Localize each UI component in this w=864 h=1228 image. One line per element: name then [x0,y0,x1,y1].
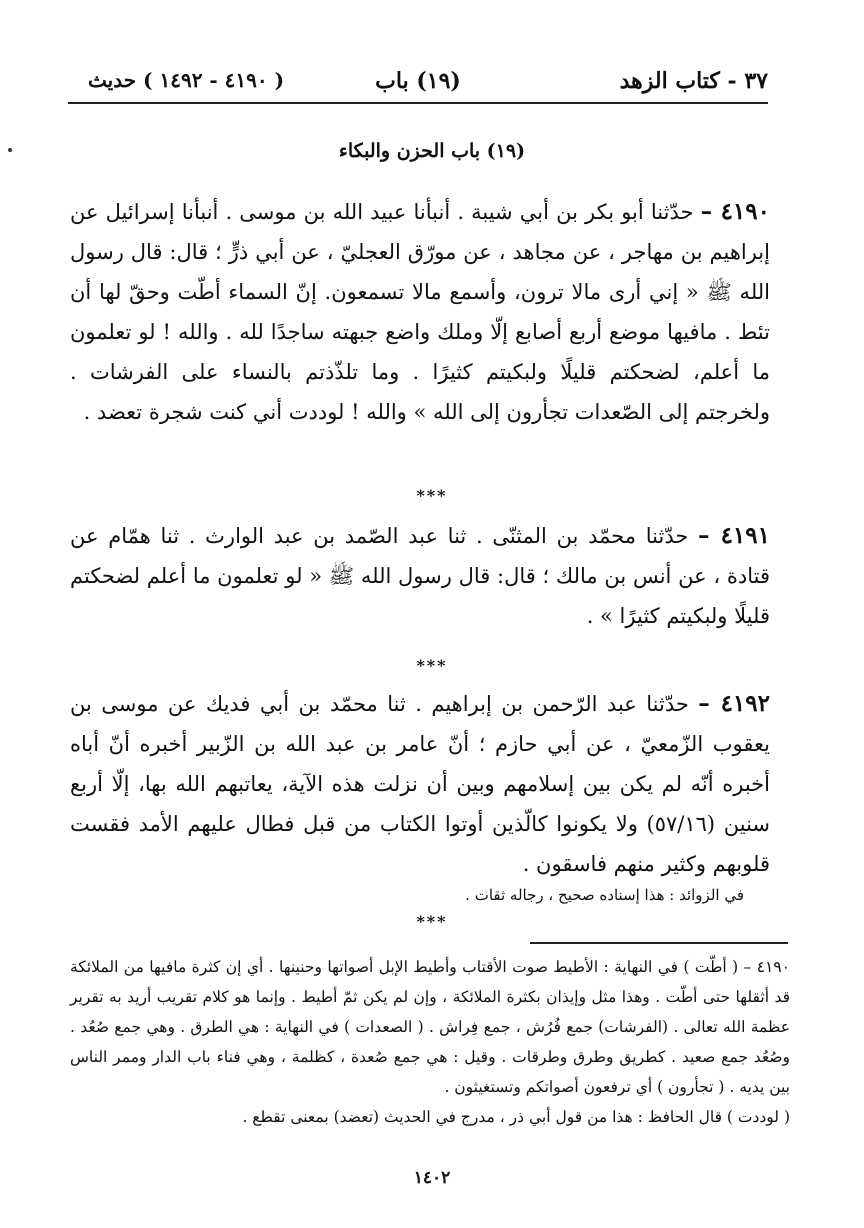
hadith-4192 [70,684,770,884]
footnotes [70,952,790,1132]
hadith-number: ٤١٩١ – [698,522,770,549]
separator: *** [416,486,448,505]
hadith-number: ٤١٩٢ – [698,690,770,717]
separator: *** [416,656,448,675]
separator: *** [416,912,448,931]
hadith-text: حدّثنا محمّد بن المثنّى . ثنا عبد الصّمد بن عبد الوارث . ثنا همّام عن قتادة ، عن أنس بن مالك ؛ قال: قال رسول الله ﷺ « لو تعلمون ما أعلم لضحكتم قليلًا ولبكيتم كثيرًا » . [70,524,770,628]
hadith-4190 [70,192,770,432]
chapter-number: (١٩) باب [375,68,461,94]
hadith-4191 [70,516,770,636]
footnote-rule [530,942,788,944]
page-number: ١٤٠٢ [413,1168,451,1188]
zawaid-note: في الزوائد : هذا إسناده صحيح ، رجاله ثقات . [465,886,744,904]
footnote-lawadidtu: ( لوددت ) قال الحافظ : هذا من قول أبي ذر ، مدرج في الحديث (تعضد) بمعنى تقطع . [242,1108,790,1126]
footnote-4190: ٤١٩٠ – ( أطّت ) في النهاية : الأطيط صوت الأقتاب وأطيط الإبل أصواتها وحنينها . أي إن كثرة مافيها من الملائكة قد أثقلها حتى أطّت . وهذا مثل وإيذان بكثرة الملائكة ، وإن لم يكن ثمّ أطيط . وإنما هو كلام تقريب أريد به تقرير عظمة الله تعالى . (الفرشات) جمع فُرُش ، جمع فِراش . ( الصعدات ) في النهاية : هي الطرق . وهي جمع صُعُد . وصُعُد جمع صعيد . كطريق وطرق وطرقات . وقيل : هي جمع صُعدة ، كظلمة ، وهي فناء باب الدار وممر الناس بين يديه . ( تجأرون ) أي ترفعون أصواتكم وتستغيثون . [70,958,790,1096]
running-header [68,58,768,102]
hadith-text: حدّثنا عبد الرّحمن بن إبراهيم . ثنا محمّد بن أبي فديك عن موسى بن يعقوب الزّمعيّ ، عن أبي حازم ؛ أنّ عامر بن عبد الله بن الزّبير أخبره أنّ أباه أخبره أنّه لم يكن بين إسلامهم وبين أن نزلت هذه الآية، يعاتبهم الله بها، إلّا أربع سنين (٥٧/١٦) ولا يكونوا كالّذين أوتوا الكتاب من قبل فطال عليهم الأمد فقست قلوبهم وكثير منهم فاسقون . [70,692,770,876]
margin-mark [8,148,12,152]
hadith-text: حدّثنا أبو بكر بن أبي شيبة . أنبأنا عبيد الله بن موسى . أنبأنا إسرائيل عن إبراهيم بن مهاجر ، عن مجاهد ، عن مورّق العجليّ ، عن أبي ذرٍّ ؛ قال: قال رسول الله ﷺ « إني أرى مالا ترون، وأسمع مالا تسمعون. إنّ السماء أطّت وحقّ لها أن تئط . مافيها موضع أربع أصابع إلّا وملك واضع جبهته ساجدًا لله . والله ! لو تعلمون ما أعلم، لضحكتم قليلًا ولبكيتم كثيرًا . وما تلذّذتم بالنساء على الفرشات . ولخرجتم إلى الصّعدات تجأرون إلى الله » والله ! لوددت أني كنت شجرة تعضد . [70,200,770,424]
chapter-title: (١٩) باب الحزن والبكاء [338,140,526,162]
book-title: ٣٧ - كتاب الزهد [619,68,768,94]
header-rule [68,102,768,104]
hadith-number: ٤١٩٠ – [700,198,770,225]
hadith-range: ( ٤١٩٠ - ١٤٩٢ ) حديث [88,68,285,92]
